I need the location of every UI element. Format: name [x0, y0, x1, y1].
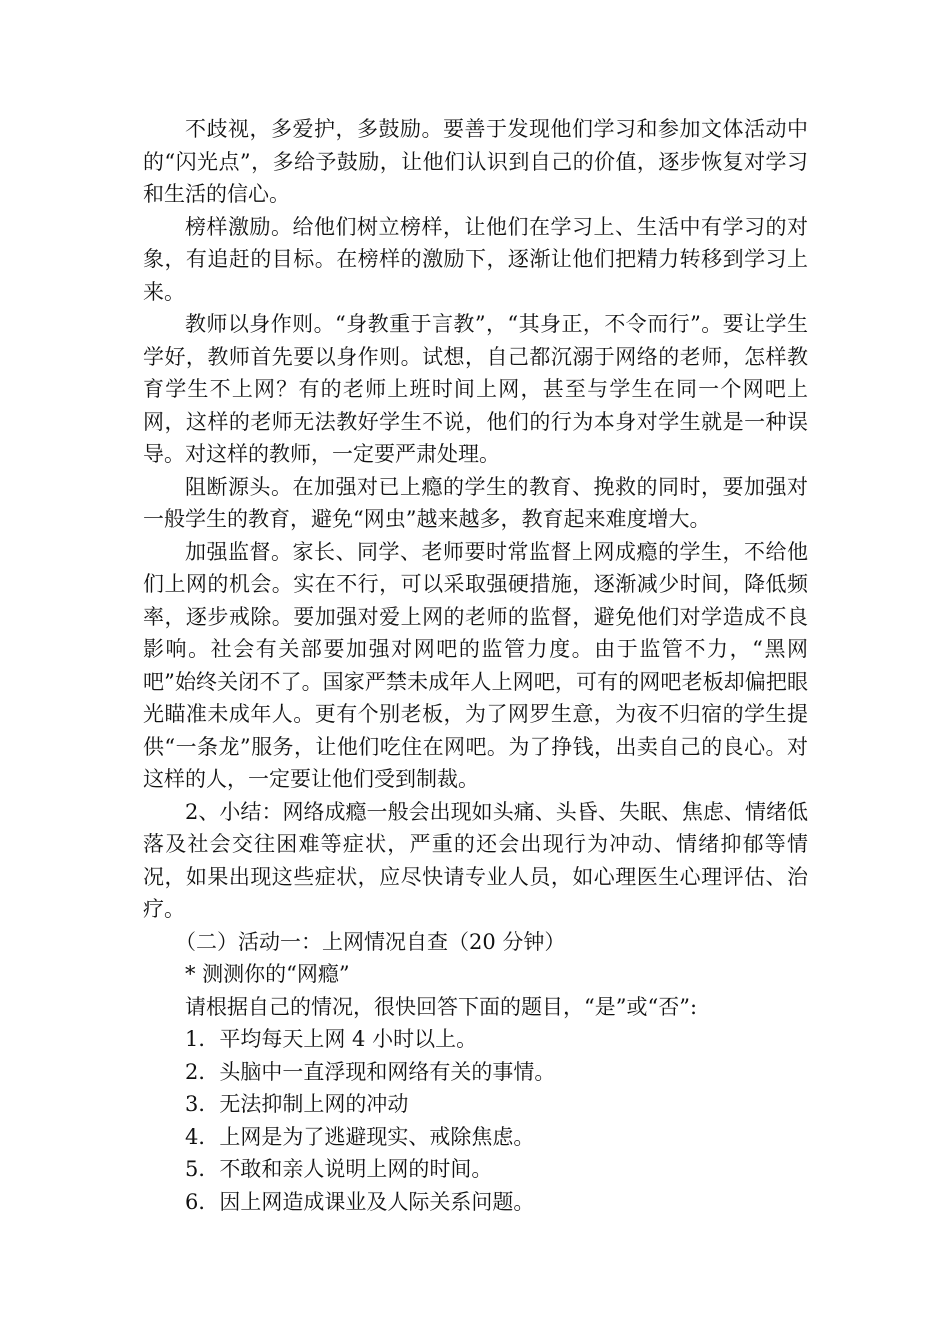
- paragraph-summary: 2、小结：网络成瘾一般会出现如头痛、头昏、失眠、焦虑、情绪低落及社会交往困难等症状，严重的还会出现行为冲动、情绪抑郁等情况，如果出现这些症状，应尽快请专业人员，如心理医生心理评估、治疗。: [143, 799, 808, 921]
- question-item: 5．不敢和亲人说明上网的时间。: [185, 1157, 493, 1181]
- question-item: 3．无法抑制上网的冲动: [185, 1092, 409, 1116]
- paragraph-block-source: 阻断源头。在加强对已上瘾的学生的教育、挽救的同时，要加强对一般学生的教育，避免“网虫”越来越多，教育起来难度增大。: [143, 474, 808, 531]
- question-item: 1．平均每天上网 4 小时以上。: [185, 1027, 478, 1051]
- question-item: 6．因上网造成课业及人际关系问题。: [185, 1189, 535, 1214]
- paragraph-role-model: 榜样激励。给他们树立榜样，让他们在学习上、生活中有学习的对象，有追赶的目标。在榜样的激励下，逐渐让他们把精力转移到学习上来。: [143, 214, 808, 304]
- document-page: [143, 113, 808, 1218]
- activity-heading: （二）活动一：上网情况自查（20 分钟）: [175, 929, 566, 954]
- paragraph-teacher-example: 教师以身作则。“身教重于言教”，“其身正，不令而行”。要让学生学好，教师首先要以身作则。试想，自己都沉溺于网络的老师，怎样教育学生不上网？有的老师上班时间上网，甚至与学生在同一个网吧上网，这样的老师无法教好学生不说，他们的行为本身对学生就是一种误导。对这样的教师，一定要严肃处理。: [143, 312, 808, 466]
- paragraph-no-discrimination: 不歧视，多爱护，多鼓励。要善于发现他们学习和参加文体活动中的“闪光点”，多给予鼓励，让他们认识到自己的价值，逐步恢复对学习和生活的信心。: [143, 117, 808, 206]
- test-instruction: 请根据自己的情况，很快回答下面的题目，“是”或“否”:: [185, 994, 698, 1019]
- paragraph-supervision: 加强监督。家长、同学、老师要时常监督上网成瘾的学生，不给他们上网的机会。实在不行，可以采取强硬措施，逐渐减少时间，降低频率，逐步戒除。要加强对爱上网的老师的监督，避免他们对学造成不良影响。社会有关部要加强对网吧的监管力度。由于监管不力，“黑网吧”始终关闭不了。国家严禁未成年人上网吧，可有的网吧老板却偏把眼光瞄准未成年人。更有个别老板，为了网罗生意，为夜不归宿的学生提供“一条龙”服务，让他们吃住在网吧。为了挣钱，出卖自己的良心。对这样的人，一定要让他们受到制裁。: [143, 539, 808, 791]
- question-item: 4．上网是为了逃避现实、戒除焦虑。: [185, 1124, 535, 1149]
- question-item: 2．头脑中一直浮现和网络有关的事情。: [185, 1059, 556, 1084]
- test-title: * 测测你的“网瘾”: [185, 962, 350, 986]
